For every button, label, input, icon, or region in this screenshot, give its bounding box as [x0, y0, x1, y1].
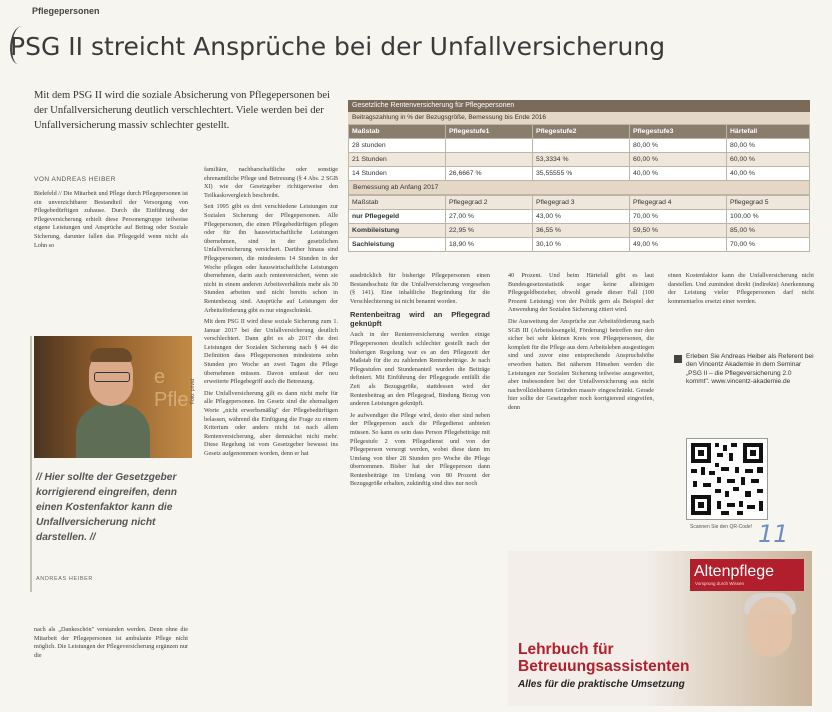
- table-header-cell: Pflegestufe1: [446, 125, 533, 139]
- article-paragraph: Die Unfallversicherung gilt es dann nicht mehr für alle Pflegepersonen. Im Gesetz sind die ehemaligen Worte „nicht erwerbsmäßig" der Pflegebedürftigen belassen, während die Einfügung die Frage zu einem Kriterium oder anders nicht ist nach allem Rentenversicherung, aber demnächst nicht mehr. Diese Regelung ist vom Gesetzgeber bewusst ins Gesetz aufgenommen worden, denn er hat: [204, 389, 338, 457]
- page-number: 11: [758, 520, 789, 548]
- table-header-cell: Pflegegrad 3: [533, 196, 630, 210]
- ad-title-line: Betreuungsassistenten: [518, 658, 690, 675]
- table-2017: [348, 195, 810, 252]
- qr-caption: Scannen Sie den QR-Code!: [690, 524, 752, 530]
- photo-background-sign: e Pfle: [154, 366, 189, 411]
- table-cell: nur Pflegegeld: [349, 210, 446, 224]
- pull-quote-author: ANDREAS HEIBER: [36, 576, 93, 582]
- section-tag: Pflegepersonen: [32, 6, 100, 16]
- table-cell: 22,95 %: [446, 224, 533, 238]
- table-header-row: [349, 196, 810, 210]
- article-paragraph: Mit dem PSG II wird diese soziale Sicherung zum 1. Januar 2017 bei der Unfallversicherung deutlich verschlechtert. Dann gibt es ab 2017 die drei Leistungen der Sozialen Sicherung nach § 44 die Definition dass Pflegepersonen mindestens zehn Stunden pro Woche an zwei Tagen die Pflege übernehmen müssen. Davon umfasst der neu erweiterte Pflegebegriff auch die Betreuung.: [204, 318, 338, 386]
- table-row: [349, 210, 810, 224]
- book-advertisement[interactable]: [508, 551, 812, 706]
- table-header-cell: Maßstab: [349, 125, 446, 139]
- byline: VON ANDREAS HEIBER: [34, 176, 116, 183]
- table-header-row: [349, 125, 810, 139]
- author-photo: [34, 336, 192, 458]
- table-cell: 70,00 %: [630, 210, 727, 224]
- qr-code-graphic: [687, 439, 767, 519]
- table-cell: 80,00 %: [727, 139, 810, 153]
- photo-credit: Foto: privat: [190, 378, 196, 404]
- article-paragraph: Seit 1995 gibt es drei verschiedene Leistungen zur Sozialen Sicherung der Pflegepersonen. Alle Pflegepersonen, die einen Pflegebedürftigen pflegen oder für ihn hauswirtschaftliche Leistungen übernehmen, sind in der gesetzlichen Unfallversicherung versichert. Darüber hinaus sind Pflegepersonen, die mindestens 14 Stunden in der Woche pflegen oder hauswirtschaftliche Leistungen übernehmen, darin auch rentenversichert, wenn sie nicht in einem anderen Arbeitsverhältnis mehr als 30 Stunden arbeiten und nicht bereits schon in Rentenbezug sind. Ansprüche auf Leistungen der Arbeitsförderung gibt es nur eingeschränkt.: [204, 203, 338, 314]
- pull-quote: // Hier sollte der Gesetzgeber korrigierend eingreifen, denn einen Kostenfaktor kann die Unfallversicherung nicht darstellen. //: [36, 472, 177, 543]
- article-paragraph: Die Ausweitung der Ansprüche zur Arbeitsförderung nach SGB III (Arbeitslosengeld, Förderung) betreffen nur den sicher bei sehr kleinen Kreis von Pflegepersonen, die komplett für die Pflege aus dem Arbeitsleben ausgestiegen sind und zuvor eine entsprechende Anspruchshöhe erworben hatten. Bei näherem Hinsehen werden die Leistungen zur Sozialen Sicherung teilweise ausgeweitet, aber insbesondere bei der Unfallversicherung aus nicht nachvollziehbaren Gründen massiv eingeschränkt. Gerade hier sollte der Gesetzgeber noch korrigierend eingreifen, denn: [508, 317, 654, 411]
- table-cell: 59,50 %: [630, 224, 727, 238]
- ad-brand-box: [690, 559, 804, 591]
- table-subtitle: Beitragszahlung in % der Bezugsgröße, Bemessung bis Ende 2016: [348, 112, 810, 124]
- table-row: [349, 224, 810, 238]
- table-cell: 40,00 %: [727, 167, 810, 181]
- table-row: [349, 139, 810, 153]
- photo-hair: [90, 348, 132, 362]
- seminar-promo: Erleben Sie Andreas Heiber als Referent bei den Vincentz Akademie in dem Seminar „PSG II – die Pflegeversicherung 2.0 kommt". www.vincentz-akademie.de: [686, 353, 814, 386]
- table-header-cell: Pflegestufe3: [630, 125, 727, 139]
- table-header-cell: Härtefall: [727, 125, 810, 139]
- ad-title: [518, 641, 689, 675]
- bullet-icon: [674, 355, 682, 363]
- article-column-4: [508, 272, 654, 544]
- table-cell: 18,90 %: [446, 238, 533, 252]
- table-cell: 40,00 %: [630, 167, 727, 181]
- ad-subtitle: Alles für die praktische Umsetzung: [518, 679, 685, 690]
- article-paragraph: nach als „Dankeschön" verstanden werden. Denn ohne die Mitarbeit der Pflegepersonen ist ambulante Pflege nicht möglich. Die Leistungen der Pflegeversicherung ergänzen nur die: [34, 626, 188, 659]
- headline: PSG II streicht Ansprüche bei der Unfallversicherung: [10, 32, 666, 61]
- table-header-cell: Maßstab: [349, 196, 446, 210]
- table-header-cell: Pflegegrad 4: [630, 196, 727, 210]
- ad-photo-face: [748, 597, 792, 657]
- pension-table: [348, 100, 810, 252]
- article-paragraph: 40 Prozent. Und beim Härtefall gibt es laut Bundesgesetzestatistik sogar keine alleinigen Pflegegeldbezieher, obwohl gerade dieser Fall (100 Prozent Leistung) von der Politik gern als Beispiel der Anwendung der Sozialen Sicherung zitiert wird.: [508, 272, 654, 314]
- table-cell: 85,00 %: [727, 224, 810, 238]
- article-paragraph: einen Kostenfaktor kann die Unfallversicherung nicht darstellen. Und zumindest direkt (indirekte) Anerkennung der Leistung vieler Pflegepersonen darf nicht kommentarlos ersetzt einer werden.: [668, 272, 814, 305]
- table-cell: [446, 153, 533, 167]
- table-cell: 70,00 %: [727, 238, 810, 252]
- quote-bar: [30, 336, 32, 592]
- article-paragraph: Bielefeld // Die Mitarbeit und Pflege durch Pflegepersonen ist ein unverzichtbarer Bestandteil der Versorgung von Pflegebedürftigen zuhause. Durch die Einführung der Pflegeversicherung erhielt diese Personengruppe teilweise eigene Leistungen und Ansprüche auf Beitrag oder Soziale Sicherung, darunter fallen das Pflegegeld wenn nicht als Lohn so: [34, 190, 188, 249]
- article-column-1-top: [34, 190, 188, 330]
- table-cell: 80,00 %: [630, 139, 727, 153]
- article-paragraph: familiäre, nachbarschaftliche oder sonstige ehrenamtliche Pflege und Betreuung (§ 4 Abs. 2 SGB XI) wie der Gesetzgeber richtigerweise den Teilkaskovergleich beschreibt.: [204, 166, 338, 199]
- article-column-2: [204, 166, 338, 706]
- table-row: [349, 153, 810, 167]
- table-title: Gesetzliche Rentenversicherung für Pflegepersonen: [348, 100, 810, 112]
- table-cell: 27,00 %: [446, 210, 533, 224]
- table-cell: 28 stunden: [349, 139, 446, 153]
- table-cell: 36,55 %: [533, 224, 630, 238]
- article-column-3: [350, 272, 490, 706]
- table-2016: [348, 124, 810, 181]
- table-cell: 49,00 %: [630, 238, 727, 252]
- ad-title-line: Lehrbuch für: [518, 641, 614, 658]
- table-cell: Kombileistung: [349, 224, 446, 238]
- table-cell: [446, 139, 533, 153]
- table-header-cell: Pflegegrad 5: [727, 196, 810, 210]
- table-cell: 14 Stunden: [349, 167, 446, 181]
- table-cell: 43,00 %: [533, 210, 630, 224]
- table-cell: Sachleistung: [349, 238, 446, 252]
- article-paragraph: Je aufwendiger die Pflege wird, desto eher sind neben der Pflegeperson auch die Pflegedienst anbieten müssen. So kann es sein dass Person Pflegebeiträge mit Pflegestufe 2 vom Pflegedienst und von der Pflegeperson versorgt werden, wobei diese dann im Umfang von über 28 Stunden pro Woche die Pflege übernommen. Bisher hat der Pflegeperson dann Rentenbeiträge im Umfang von 80 Prozent der Bezugsgröße erhalten, zukünftig sind dies nur noch: [350, 411, 490, 488]
- photo-shirt: [76, 404, 150, 458]
- table-cell: 26,6667 %: [446, 167, 533, 181]
- table-cell: 60,00 %: [727, 153, 810, 167]
- table-header-cell: Pflegestufe2: [533, 125, 630, 139]
- ad-brand: Altenpflege: [694, 563, 775, 580]
- table-cell: 60,00 %: [630, 153, 727, 167]
- table-subtitle-2017: Bemessung ab Anfang 2017: [348, 181, 810, 195]
- table-cell: 21 Stunden: [349, 153, 446, 167]
- table-row: [349, 167, 810, 181]
- table-row: [349, 238, 810, 252]
- table-cell: 100,00 %: [727, 210, 810, 224]
- qr-code[interactable]: [686, 438, 768, 520]
- article-column-1-bottom: [34, 626, 188, 706]
- article-column-5: [668, 272, 814, 348]
- table-header-cell: Pflegegrad 2: [446, 196, 533, 210]
- lead-paragraph: Mit dem PSG II wird die soziale Absicherung von Pflegepersonen bei der Unfallversicherung deutlich verschlechtert. Viele werden bei der Unfallversicherung massiv schlechter gestellt.: [34, 90, 330, 131]
- table-cell: 30,10 %: [533, 238, 630, 252]
- table-cell: 53,3334 %: [533, 153, 630, 167]
- photo-glasses: [94, 372, 130, 382]
- table-cell: 35,55555 %: [533, 167, 630, 181]
- subheading: Rentenbeitrag wird an Pflegegrad geknüpft: [350, 310, 490, 329]
- table-cell: [533, 139, 630, 153]
- ad-brand-tagline: Vorsprung durch Wissen: [695, 581, 745, 586]
- article-paragraph: Auch in der Rentenversicherung werden einige Pflegepersonen deutlich schlechter gestellt nach der bisherigen Regelung war es an den Pflegezeit der Maßstab für die zu zahlenden Rentenbeiträge. Je nach Pflegestufen und Stundenanteil wurden die Beiträge definiert. Mit Einführung der Pflegegrade entfällt die Zeit als Bezugsgröße, stattdessen wird der Rentenbeitrag an den Pflegegrad, Bindung Bezug von anderen Leistungen geknüpft.: [350, 331, 490, 408]
- article-paragraph: ausdrücklich für bisherige Pflegepersonen einen Bestandsschutz für die Unfallversicherung vorgesehen (§ 141). Eine inhaltliche Begründung für die Verschlechterung ist nicht benannt worden.: [350, 272, 490, 305]
